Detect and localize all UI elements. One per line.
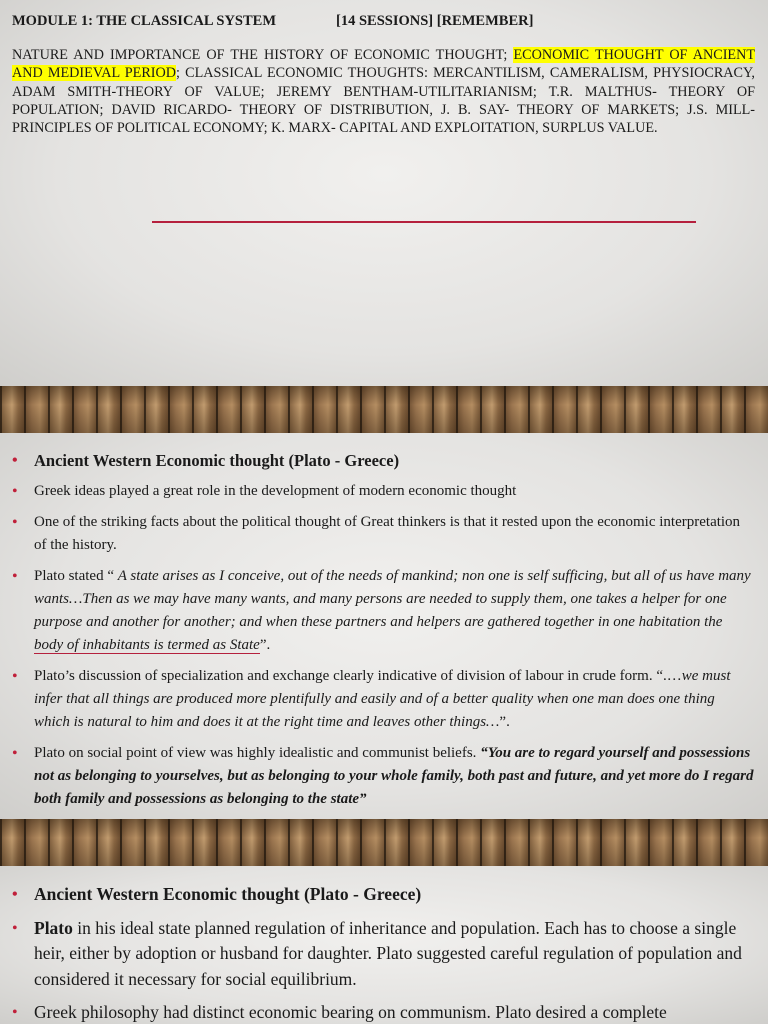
syllabus-text-pre: NATURE AND IMPORTANCE OF THE HISTORY OF ECONOMIC THOUGHT; xyxy=(12,47,514,63)
slide-plato-greece-2 xyxy=(0,866,768,1024)
plato-inheritance-text: in his ideal state planned regulation of inheritance and population. Each has to choose a single heir, either by adoption or husband for daughter. Plato suggested careful regulation of population and considered it necessary for social equilibrium. xyxy=(34,917,742,989)
bullet-plato-inheritance xyxy=(12,916,754,993)
specialization-pre: Plato’s discussion of specialization and exchange clearly indicative of division of labour in crude form. “.… xyxy=(34,668,682,684)
specialization-quote: we must infer that all things are produced more plentifully and easily and of a better quality when one man does one thing which is natural to him and does it at the right time and leaves other things… xyxy=(34,668,731,730)
module-sessions: [14 SESSIONS] [REMEMBER] xyxy=(336,13,534,29)
plato-state-pre: Plato stated “ xyxy=(34,568,118,584)
bullet-list xyxy=(12,449,754,819)
divider-rule xyxy=(152,221,696,223)
syllabus-highlight: ECONOMIC THOUGHT OF ANCIENT AND MEDIEVAL PERIOD xyxy=(12,47,755,82)
module-syllabus xyxy=(12,46,755,137)
slide-plato-greece-1 xyxy=(0,433,768,819)
plato-state-quote: A state arises as I conceive, out of the needs of mankind; non one is self sufficing, but all of us have many wants…Then as we may have many wants, and many persons are needed to supply them, one takes a helper for one purpose and another for another; and when these partners and helpers are gathered together in one habitation the xyxy=(34,568,751,630)
bullet-striking-facts: • One of the striking facts about the political thought of Great thinkers is that it rested upon the economic interpretation of the history. xyxy=(12,511,754,557)
syllabus-text-post: ; CLASSICAL ECONOMIC THOUGHTS: MERCANTILISM, CAMERALISM, PHYSIOCRACY, ADAM SMITH-THEORY OF VALUE; JEREMY BENTHAM-UTILITARIANISM; T.R. MALTHUS- THEORY OF POPULATION; DAVID RICARDO- THEORY OF DISTRIBUTION, J. B. SAY- THEORY OF MARKETS; J.S. MILL- PRINCIPLES OF POLITICAL ECONOMY; K. MARX- CAPITAL AND EXPLOITATION, SURPLUS VALUE. xyxy=(12,65,755,137)
plato-state-end: ”. xyxy=(259,637,271,653)
bullet-plato-state xyxy=(12,565,754,657)
wood-floor-strip xyxy=(0,819,768,866)
bullet-greek-ideas: • Greek ideas played a great role in the development of modern economic thought xyxy=(12,480,754,503)
plato-name: Plato xyxy=(34,917,73,938)
plato-state-underlined: body of inhabitants is termed as State xyxy=(34,637,260,653)
social-view-pre: Plato on social point of view was highly idealistic and communist beliefs. xyxy=(34,745,481,761)
slide-heading: • Ancient Western Economic thought (Plato - Greece) xyxy=(12,449,754,472)
specialization-end: ”. xyxy=(499,714,510,730)
slide-module-overview xyxy=(0,0,768,386)
bullet-list xyxy=(12,882,754,1024)
social-view-quote: “You are to regard yourself and possessions not as belonging to yourselves, but as belonging to your whole family, both past and future, and yet more do I regard both family and possessions as belonging to the state” xyxy=(34,745,754,807)
slide-heading: • Ancient Western Economic thought (Plato - Greece) xyxy=(12,882,754,908)
module-title-line xyxy=(12,13,533,30)
bullet-greek-philosophy: • Greek philosophy had distinct economic bearing on communism. Plato desired a complete xyxy=(12,1000,754,1024)
bullet-specialization xyxy=(12,665,754,734)
bullet-social-view xyxy=(12,742,754,811)
wood-floor-strip xyxy=(0,386,768,433)
module-title: MODULE 1: THE CLASSICAL SYSTEM xyxy=(12,13,277,29)
